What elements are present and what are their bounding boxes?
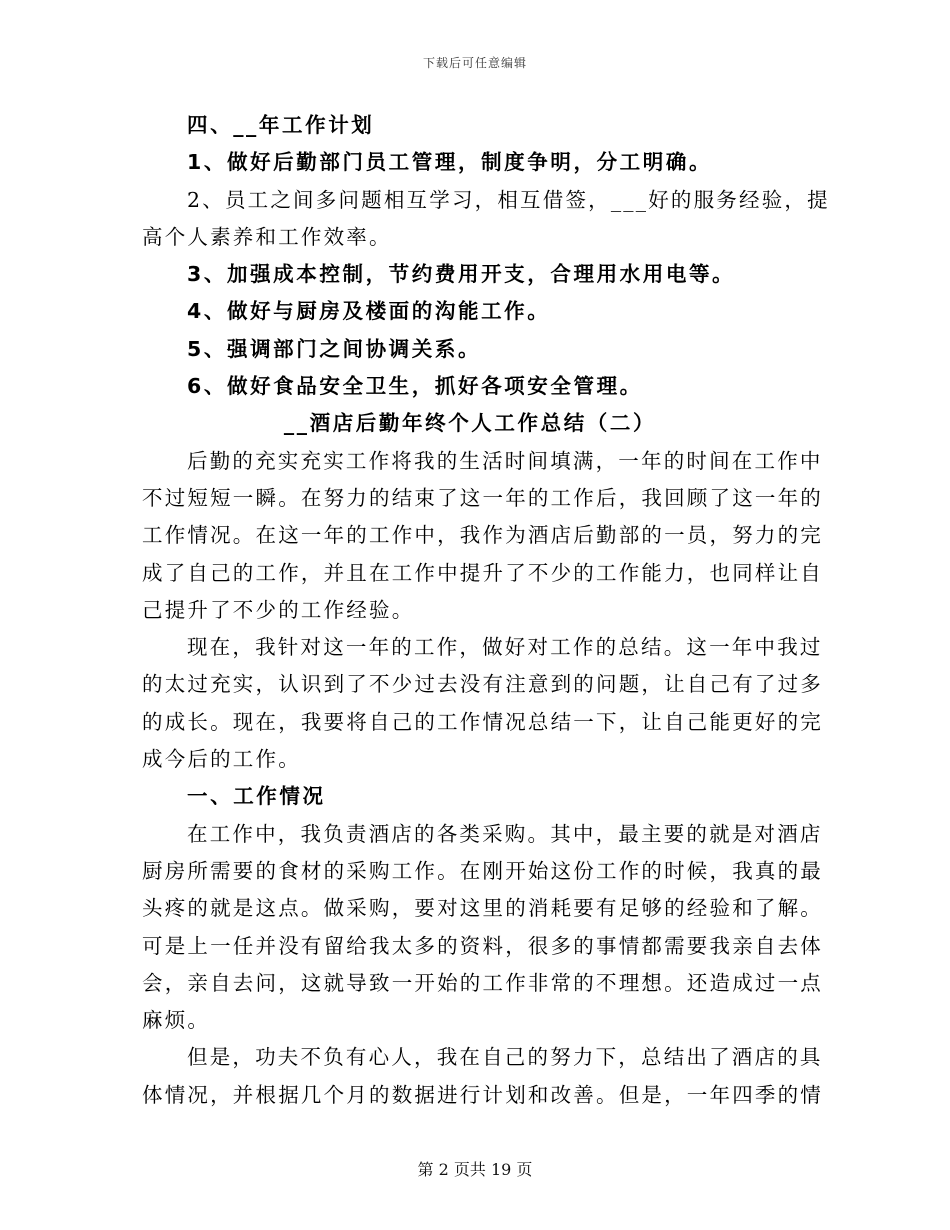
paragraph-line: 但是，功夫不负有心人，我在自己的努力下，总结出了酒店的具 [187,1045,823,1070]
paragraph-line: 头疼的就是这点。做采购，要对这里的消耗要有足够的经验和了解。 [142,896,823,921]
plan-item-1: 1、做好后勤部门员工管理，制度争明，分工明确。 [187,150,713,175]
paragraph-line: 体情况，并根据几个月的数据进行计划和改善。但是，一年四季的情 [142,1082,823,1107]
paragraph-line: 后勤的充实充实工作将我的生活时间填满，一年的时间在工作中 [187,448,823,473]
paragraph-line: 在工作中，我负责酒店的各类采购。其中，最主要的就是对酒店 [187,821,823,846]
document-body [142,107,830,1114]
plan-item-5: 5、强调部门之间协调关系。 [187,336,482,361]
paragraph-line: 的太过充实，认识到了不少过去没有注意到的问题，让自己有了过多 [142,672,823,697]
paragraph-line: 己提升了不少的工作经验。 [142,597,415,622]
section-heading: 一、工作情况 [187,784,326,809]
paragraph-line: 不过短短一瞬。在努力的结束了这一年的工作后，我回顾了这一年的 [142,485,823,510]
paragraph-line: 工作情况。在这一年的工作中，我作为酒店后勤部的一员，努力的完 [142,523,823,548]
paragraph-line: 厨房所需要的食材的采购工作。在刚开始这份工作的时候，我真的最 [142,858,823,883]
paragraph-line: 可是上一任并没有留给我太多的资料，很多的事情都需要我亲自去体 [142,933,823,958]
plan-item-2-line-1: 2、员工之间多问题相互学习，相互借签，___好的服务经验，提 [187,187,830,212]
plan-item-6: 6、做好食品安全卫生，抓好各项安全管理。 [187,374,643,399]
plan-heading: 四、__年工作计划 [187,113,375,137]
paragraph-line: 会，亲自去问，这就导致一开始的工作非常的不理想。还造成过一点 [142,970,823,995]
plan-item-2-line-2: 高个人素养和工作效率。 [142,224,392,249]
page-header: 下载后可任意编辑 [422,56,527,70]
paragraph-line: 的成长。现在，我要将自己的工作情况总结一下，让自己能更好的完 [142,709,823,734]
summary-title: __酒店后勤年终个人工作总结（二） [283,411,657,436]
paragraph-line: 麻烦。 [142,1008,211,1033]
paragraph-line: 现在，我针对这一年的工作，做好对工作的总结。这一年中我过 [187,635,823,660]
plan-item-3: 3、加强成本控制，节约费用开支，合理用水用电等。 [187,262,736,287]
paragraph-line: 成今后的工作。 [142,747,301,772]
plan-item-4: 4、做好与厨房及楼面的沟能工作。 [187,299,551,324]
page-footer: 第 2 页共 19 页 [417,1160,533,1179]
paragraph-line: 成了自己的工作，并且在工作中提升了不少的工作能力，也同样让自 [142,560,823,585]
